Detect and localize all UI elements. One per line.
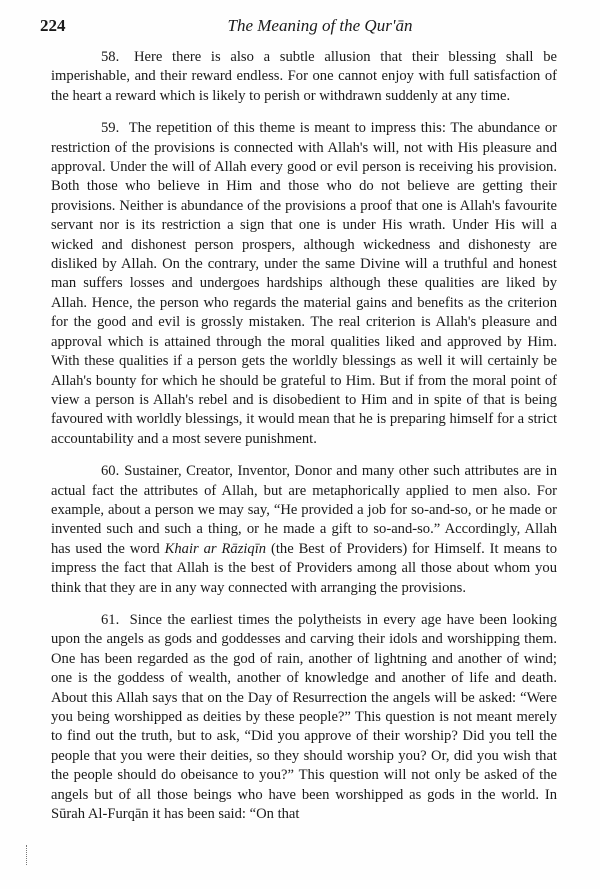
page-body [51, 48, 557, 837]
scan-margin-mark [26, 845, 31, 865]
note-text: The repetition of this theme is meant to impress this: The abundance or restriction of the provisions is connected with Allah's will, not with His pleasure and approval. Under the will of Allah every good or evil person is receiving his provision. Both those who believe in Him and those who do not believe are getting their provisions. Neither is abundance of the provisions a proof that one is Allah's favourite servant nor is its restriction a sign that one is under His wrath. Under His will a wicked and dishonest person prospers, although wickedness and dishonesty are disliked by Allah. On the contrary, under the same Divine will a truthful and honest man suffers losses and undergoes hardships although these qualities are liked by Allah. Hence, the person who regards the material gains and benefits as the criterion for the good and evil is grossly mistaken. The real criterion is Allah's pleasure and approval which is attained through the moral qualities liked and approved by Him. With these qualities if a person gets the worldly blessings as well it will certainly be Allah's bounty for which he should be grateful to Him. But if from the moral point of view a person is Allah's rebel and is disobedient to Him and in spite of that is being favoured with worldly blessings, it would mean that he is preparing himself for a strict accountability and a most severe punishment. [51, 120, 557, 447]
running-title: The Meaning of the Qur'ān [227, 16, 413, 35]
note-number: 58. [101, 49, 120, 65]
note-number: 59. [101, 120, 120, 137]
note-60 [51, 462, 557, 598]
note-59 [51, 119, 557, 449]
note-text-cont: (the Best of Providers) for Himself. It means to impress the fact that Allah is the best of Providers among all those about whom you think that they are in any way connected with arranging the provisions. [51, 540, 558, 596]
note-number: 61. [101, 611, 120, 628]
note-58 [51, 48, 557, 106]
note-61 [51, 611, 557, 824]
note-text: Here there is also a subtle allusion that their blessing shall be imperishable, and their reward endless. For one cannot enjoy with full satisfaction of the heart a reward which is likely to perish or withdrawn suddenly at any time. [51, 49, 557, 104]
note-text: Sustainer, Creator, Inventor, Donor and many other such attributes are in actual fact the attributes of Allah, but are metaphorically applied to men also. For example, about a person we may say, “He provided a job for so-and-so, or he made or invented such and such a thing, or he made a gift to so-and-so.” Accordingly, Allah has used the word [51, 463, 557, 557]
note-number: 60. [101, 463, 120, 480]
note-text: Since the earliest times the polytheists in every age have been looking upon the angels as gods and goddesses and carving their idols and worshipping them. One has been regarded as the god of rain, another of lightning and another of wind; one is the goddess of wealth, another of knowledge and another of life and death. About this Allah says that on the Day of Resurrection the angels will be asked: “Were you being worshipped as deities by these people?” This question is not meant merely to find out the truth, but to ask, “Did you approve of their worship? Did you tell the people that you were their deities, so they should worship you? Or, did you wish that the people should do obeisance to you?” This question will not only be asked of the angels but of all those beings who have been worshipped as gods in the world. In Sūrah Al-Furqān it has been said: “On that [51, 611, 557, 823]
page-number: 224 [40, 16, 66, 35]
arabic-term: Khair ar Rāziqīn [164, 540, 267, 557]
